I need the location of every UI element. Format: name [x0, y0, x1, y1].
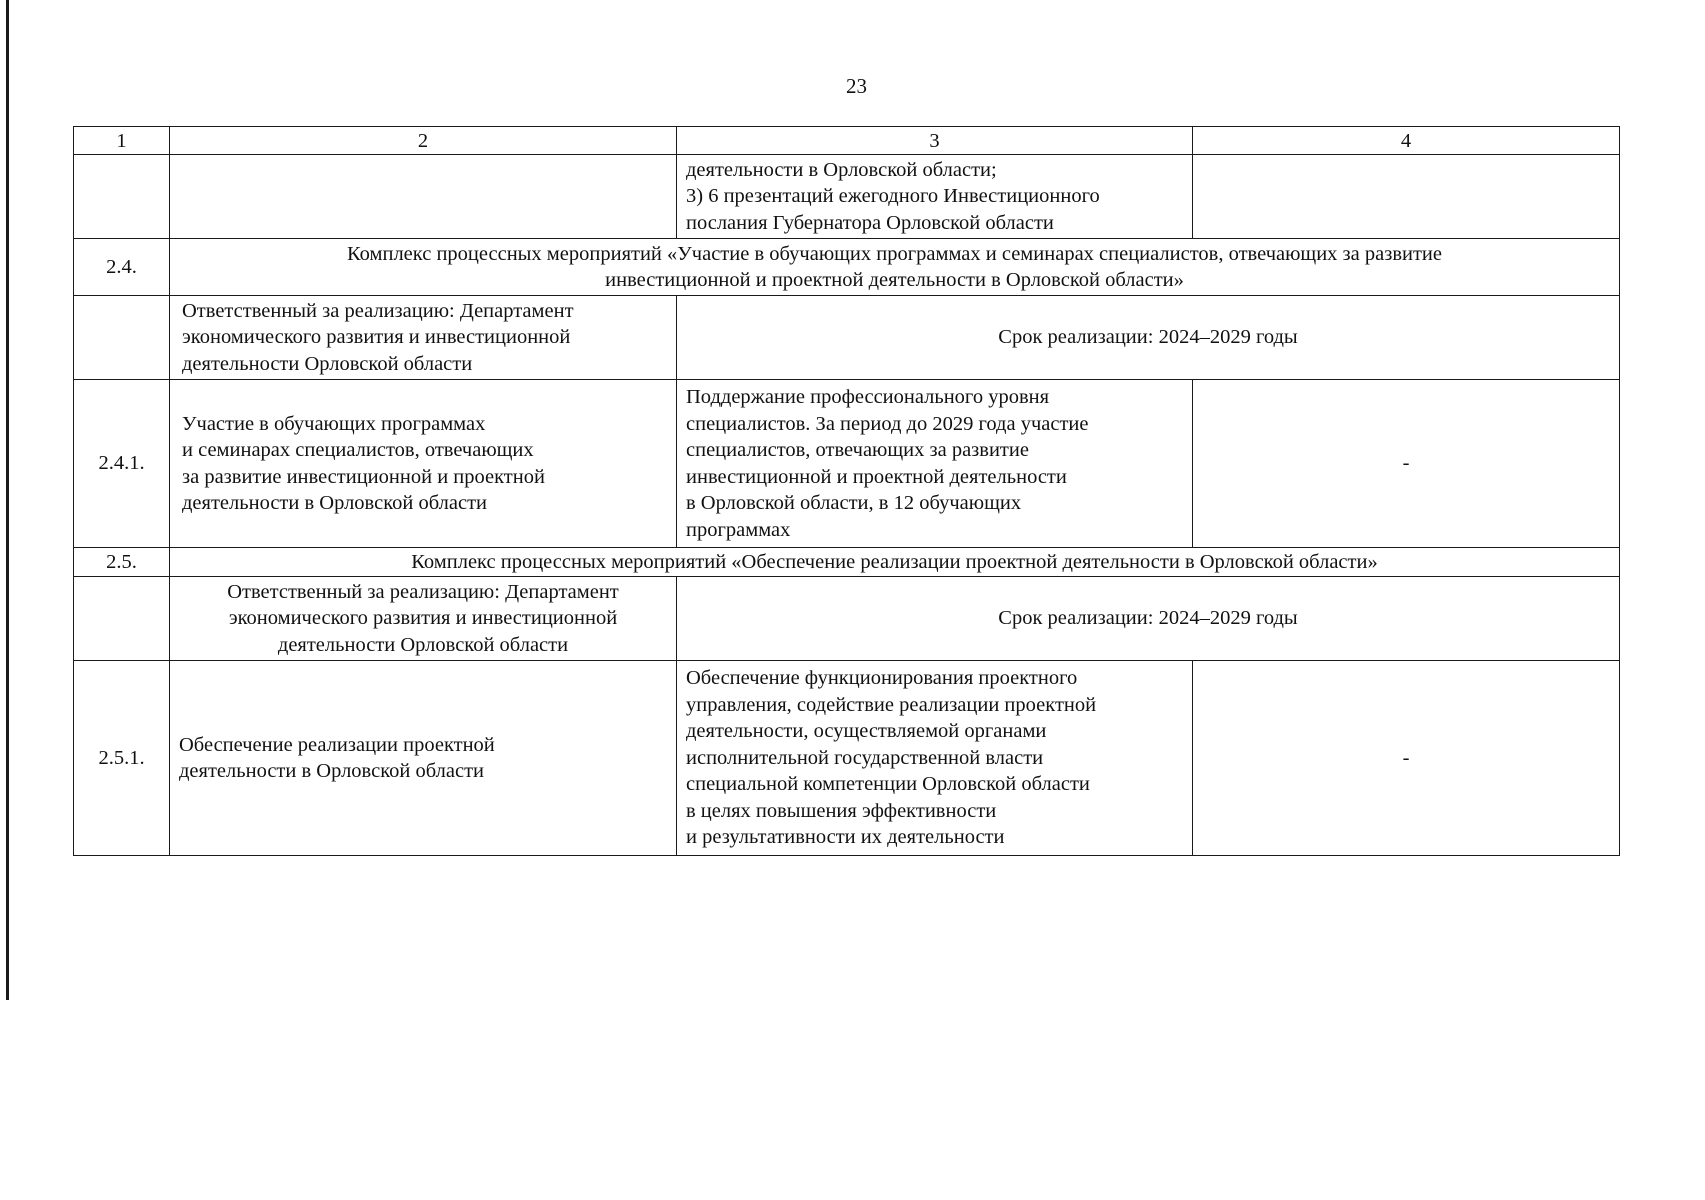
section-title: Комплекс процессных мероприятий «Обеспечение реализации проектной деятельности в Орловской области» [170, 548, 1620, 577]
section-row [74, 548, 1620, 577]
responsible-row [74, 296, 1620, 380]
scan-edge [6, 0, 9, 1000]
header-col-2: 2 [170, 127, 677, 155]
header-col-1: 1 [74, 127, 170, 155]
item-result: Обеспечение функционирования проектного управления, содействие реализации проектной деятельности, осуществляемой органами исполнительной государственной власти специальной компетенции Орловской области в целях повышения эффективности и результативности их деятельности [677, 661, 1193, 856]
term-cell: Срок реализации: 2024–2029 годы [677, 577, 1620, 661]
item-result: Поддержание профессионального уровня специалистов. За период до 2029 года участие специалистов, отвечающих за развитие инвестиционной и проектной деятельности в Орловской области, в 12 обучающих программах [677, 380, 1193, 548]
header-col-4: 4 [1193, 127, 1620, 155]
table-row [74, 380, 1620, 548]
measures-table [73, 126, 1620, 856]
item-col4: - [1193, 380, 1620, 548]
item-name: Обеспечение реализации проектной деятельности в Орловской области [170, 661, 677, 856]
table-header-row [74, 127, 1620, 155]
table-row [74, 155, 1620, 239]
item-name: Участие в обучающих программах и семинарах специалистов, отвечающих за развитие инвестиционной и проектной деятельности в Орловской области [170, 380, 677, 548]
section-row [74, 239, 1620, 296]
responsible-cell: Ответственный за реализацию: Департамент экономического развития и инвестиционной деятельности Орловской области [170, 296, 677, 380]
item-col4: - [1193, 661, 1620, 856]
responsible-row [74, 577, 1620, 661]
section-number: 2.4. [74, 239, 170, 296]
row-number-cell [74, 155, 170, 239]
item-number: 2.4.1. [74, 380, 170, 548]
term-cell: Срок реализации: 2024–2029 годы [677, 296, 1620, 380]
row-name-cell [170, 155, 677, 239]
row-col4-cell [1193, 155, 1620, 239]
row-result-cell: деятельности в Орловской области; 3) 6 презентаций ежегодного Инвестиционного послания Губернатора Орловской области [677, 155, 1193, 239]
page-number: 23 [846, 74, 867, 98]
section-title: Комплекс процессных мероприятий «Участие в обучающих программах и семинарах специалистов, отвечающих за развитие инвестиционной и проектной деятельности в Орловской области» [170, 239, 1620, 296]
header-col-3: 3 [677, 127, 1193, 155]
table-row [74, 661, 1620, 856]
section-number: 2.5. [74, 548, 170, 577]
row-number-cell [74, 296, 170, 380]
item-number: 2.5.1. [74, 661, 170, 856]
responsible-cell: Ответственный за реализацию: Департамент экономического развития и инвестиционной деятельности Орловской области [170, 577, 677, 661]
row-number-cell [74, 577, 170, 661]
